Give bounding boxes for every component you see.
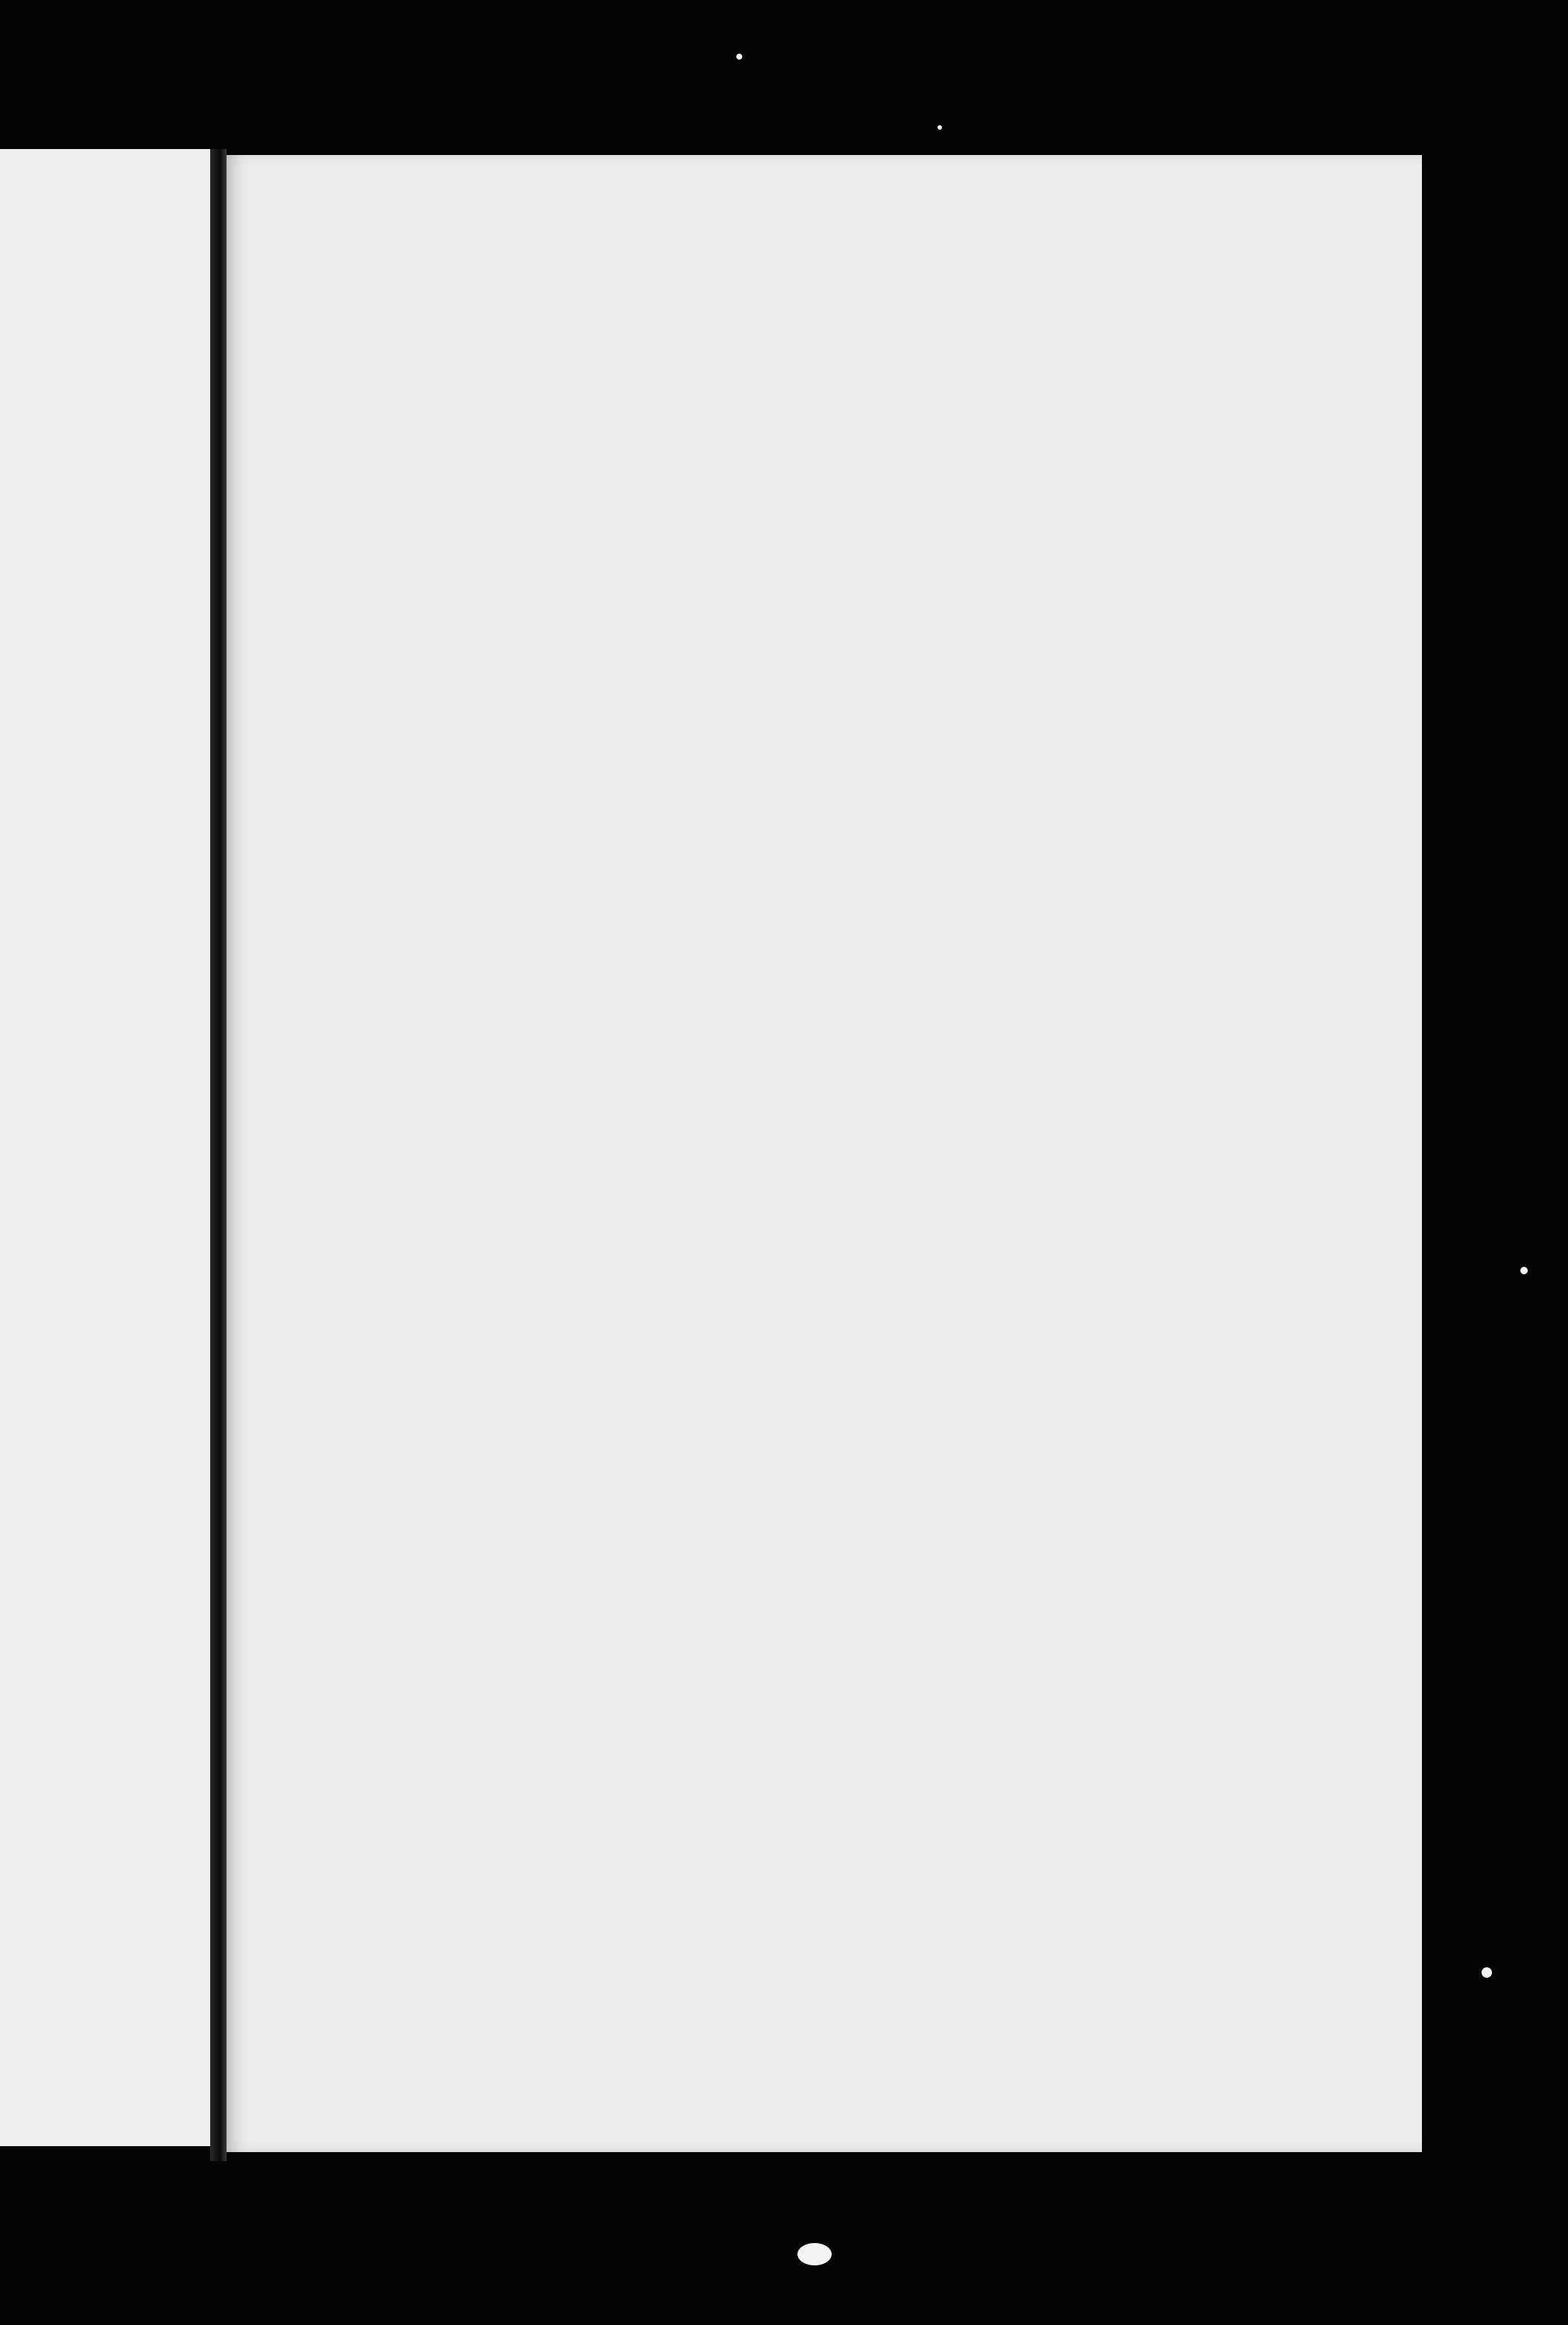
- dust-speck: [736, 54, 742, 60]
- dust-speck: [797, 2243, 832, 2265]
- dust-speck: [938, 125, 942, 130]
- binding-gutter: [210, 149, 227, 2161]
- page: [227, 155, 1422, 2152]
- previous-page-fragment: [0, 149, 210, 2146]
- dust-speck: [1520, 1267, 1528, 1274]
- dust-speck: [1482, 1967, 1492, 1978]
